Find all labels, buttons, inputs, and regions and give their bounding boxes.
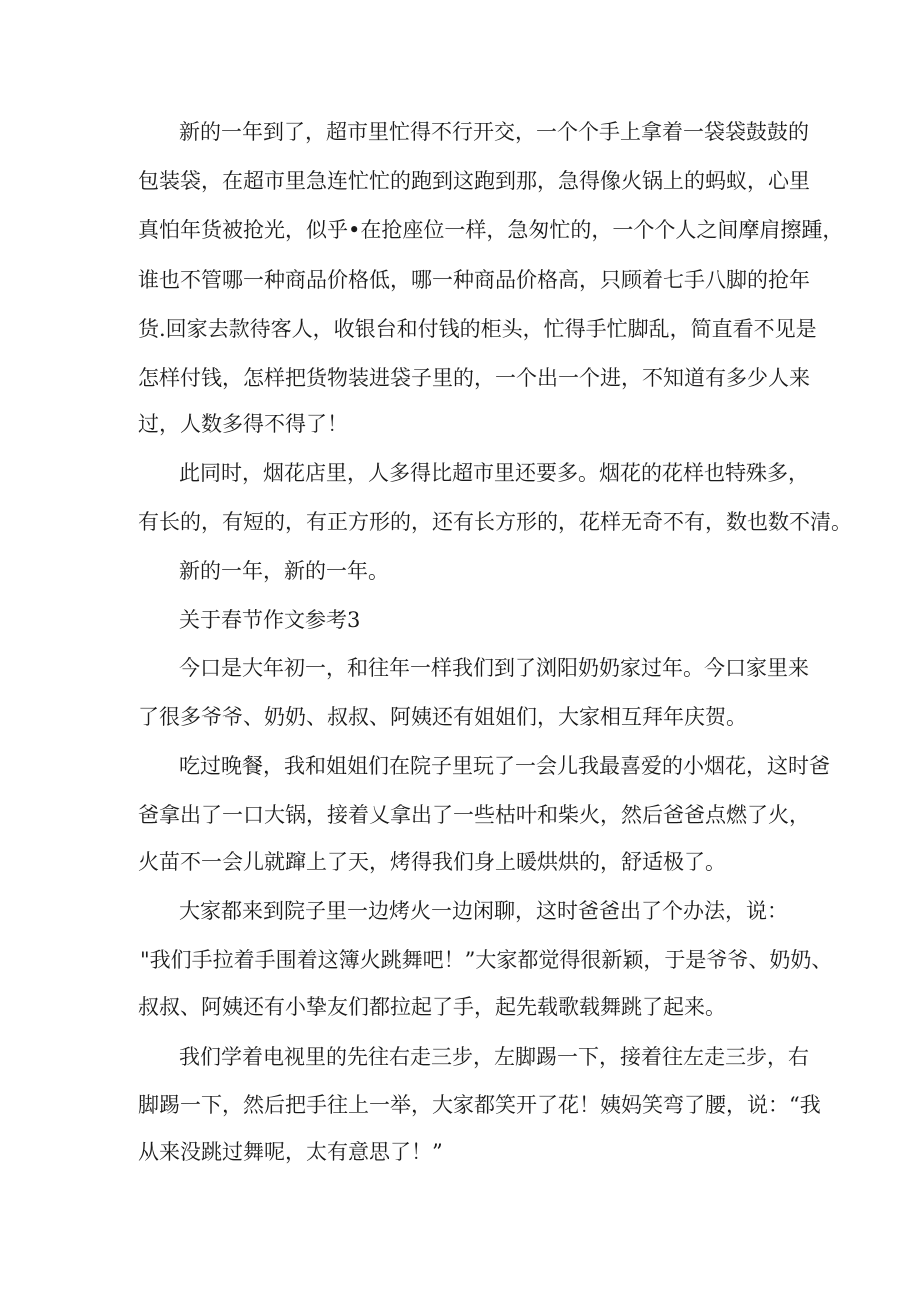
paragraph-5-line-1: 吃过晚餐，我和姐姐们在院子里玩了一会儿我最喜爱的小烟花，这时爸 bbox=[179, 754, 830, 778]
paragraph-7-line-2: 脚踢一下，然后把手往上一举，大家都笑开了花！姨妈笑弯了腰，说：“我 bbox=[138, 1093, 821, 1117]
paragraph-1-line-4: 谁也不管哪一种商品价格低，哪一种商品价格高，只顾着七手八脚的抢年 bbox=[138, 268, 810, 292]
paragraph-1-line-2: 包装袋，在超市里急连忙忙的跑到这跑到那，急得像火锅上的蚂蚁，心里 bbox=[138, 169, 810, 193]
paragraph-3-line-1: 新的一年，新的一年。 bbox=[179, 559, 389, 583]
paragraph-4-line-2: 了很多爷爷、奶奶、叔叔、阿姨还有姐姐们，大家相互拜年庆贺。 bbox=[138, 705, 747, 729]
paragraph-1-line-5: 货.回家去款待客人，收银台和付钱的柜头，忙得手忙脚乱，简直看不见是 bbox=[138, 317, 817, 341]
paragraph-6-line-3: 叔叔、阿姨还有小挚友们都拉起了手，起先载歌载舞跳了起来。 bbox=[138, 995, 726, 1019]
paragraph-7-line-3: 从来没跳过舞呢，太有意思了！” bbox=[138, 1140, 443, 1164]
paragraph-1-line-1: 新的一年到了，超市里忙得不行开交，一个个手上拿着一袋袋鼓鼓的 bbox=[179, 120, 809, 144]
paragraph-4-line-1: 今口是大年初一，和往年一样我们到了浏阳奶奶家过年。今口家里来 bbox=[179, 656, 809, 680]
paragraph-1-line-6: 怎样付钱，怎样把货物装进袋子里的，一个出一个进，不知道有多少人来 bbox=[138, 366, 810, 390]
paragraph-6-line-2: "我们手拉着手围着这簿火跳舞吧！”大家都觉得很新颖，于是爷爷、奶奶、 bbox=[140, 948, 833, 972]
paragraph-5-line-3: 火苗不一会儿就蹿上了天，烤得我们身上暖烘烘的，舒适极了。 bbox=[138, 850, 726, 874]
paragraph-7-line-1: 我们学着电视里的先往右走三步，左脚踢一下，接着往左走三步，右 bbox=[179, 1045, 809, 1069]
paragraph-1-line-7: 过，人数多得不得了！ bbox=[138, 412, 348, 436]
paragraph-2-line-1: 此同时，烟花店里，人多得比超市里还要多。烟花的花样也特殊多， bbox=[179, 461, 809, 485]
section-heading: 关于春节作文参考3 bbox=[179, 608, 361, 632]
paragraph-6-line-1: 大家都来到院子里一边烤火一边闲聊，这时爸爸出了个办法，说： bbox=[179, 899, 788, 923]
paragraph-2-line-2: 有长的，有短的，有正方形的，还有长方形的，花样无奇不有，数也数不清。 bbox=[138, 510, 852, 534]
paragraph-5-line-2: 爸拿出了一口大锅，接着乂拿出了一些枯叶和柴火，然后爸爸点燃了火， bbox=[138, 803, 810, 827]
paragraph-1-line-3: 真怕年货被抢光，似乎•在抢座位一样，急匆忙的，一个个人之间摩肩擦踵， bbox=[138, 218, 844, 242]
